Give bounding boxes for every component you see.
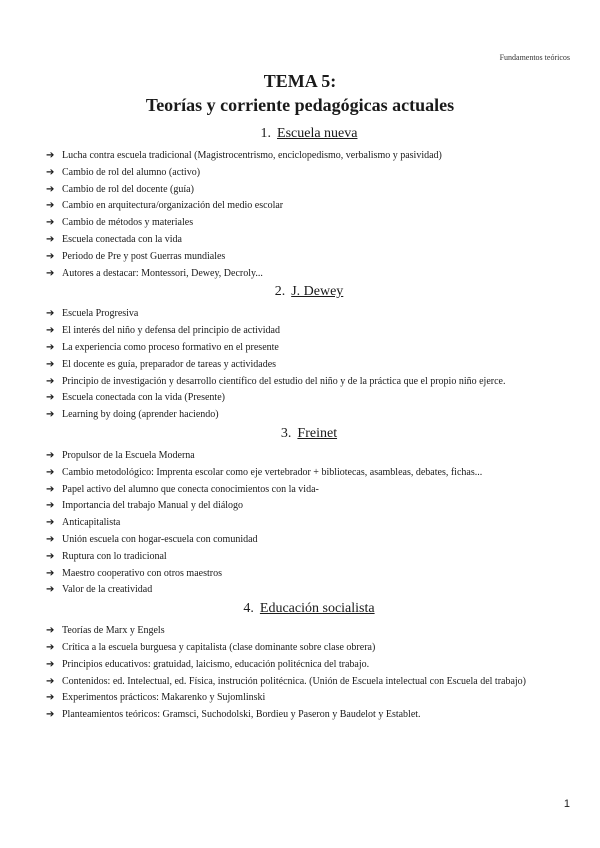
arrow-right-icon: ➔ (46, 709, 55, 721)
arrow-right-icon: ➔ (46, 692, 55, 704)
list-item (46, 707, 572, 724)
list-item-text: Cambio de rol del alumno (activo) (62, 166, 201, 178)
list-item (46, 182, 572, 199)
list-item (46, 690, 572, 707)
list-item-text: Ruptura con lo tradicional (62, 550, 167, 562)
list-item (46, 374, 572, 391)
section-heading (46, 124, 572, 144)
list-item-text: Contenidos: ed. Intelectual, ed. Física, instrución politécnica. (Unión de Escuela intelectual con Escuela del trabajo) (62, 675, 527, 687)
section-name: Educación socialista (259, 601, 375, 617)
list-item (46, 674, 572, 691)
list-item (46, 340, 572, 357)
list-item (46, 232, 572, 249)
list-item (46, 407, 572, 424)
section-name: Escuela nueva (277, 126, 358, 141)
arrow-right-icon: ➔ (46, 375, 55, 387)
list-item (46, 623, 572, 640)
section-number: 1. (260, 126, 272, 141)
arrow-right-icon: ➔ (46, 166, 55, 178)
list-item-text: Escuela conectada con la vida (Presente) (62, 392, 225, 404)
list-item-text: Autores a destacar: Montessori, Dewey, Decroly... (62, 267, 263, 279)
list-item (46, 448, 572, 465)
section-heading (46, 424, 572, 444)
arrow-right-icon: ➔ (46, 325, 55, 337)
list-item-text: Importancia del trabajo Manual y del diálogo (62, 500, 244, 512)
list-item (46, 582, 572, 599)
arrow-right-icon: ➔ (46, 658, 55, 670)
arrow-right-icon: ➔ (46, 584, 55, 596)
section-name: Freinet (297, 425, 338, 441)
arrow-right-icon: ➔ (46, 233, 55, 245)
section-heading (46, 599, 572, 619)
arrow-right-icon: ➔ (46, 358, 55, 370)
list-item (46, 465, 572, 482)
document-body (46, 124, 572, 724)
arrow-right-icon: ➔ (46, 308, 55, 320)
list-item (46, 482, 572, 499)
bullet-list (46, 448, 572, 599)
list-item (46, 498, 572, 515)
list-item-text: Escuela conectada con la vida (62, 233, 182, 245)
list-item (46, 566, 572, 583)
arrow-right-icon: ➔ (46, 517, 55, 529)
list-item (46, 306, 572, 323)
section-number: 3. (280, 425, 292, 441)
section-number: 4. (243, 601, 254, 617)
list-item-text: El docente es guía, preparador de tareas y actividades (62, 358, 277, 370)
arrow-right-icon: ➔ (46, 567, 55, 579)
section-number: 2. (274, 284, 286, 300)
list-item (46, 266, 572, 283)
list-item (46, 249, 572, 266)
arrow-right-icon: ➔ (46, 267, 55, 279)
list-item-text: Cambio metodológico: Imprenta escolar como eje vertebrador + bibliotecas, asambleas, debates, fichas... (62, 466, 483, 478)
list-item-text: Propulsor de la Escuela Moderna (62, 449, 195, 461)
list-item (46, 323, 572, 340)
page-subtitle: Teorías y corriente pedagógicas actuales (145, 95, 455, 115)
bullet-list (46, 623, 572, 724)
list-item-text: Cambio de rol del docente (guía) (62, 183, 194, 195)
list-item-text: Planteamientos teóricos: Gramsci, Suchodolski, Bordieu y Paseron y Baudelot y Establet. (62, 709, 421, 721)
list-item-text: Maestro cooperativo con otros maestros (62, 567, 222, 579)
bullet-list (46, 148, 572, 282)
list-item (46, 515, 572, 532)
list-item-text: Unión escuela con hogar-escuela con comunidad (62, 533, 258, 545)
list-item (46, 640, 572, 657)
arrow-right-icon: ➔ (46, 500, 55, 512)
list-item-text: Experimentos prácticos: Makarenko y Sujomlinski (62, 692, 266, 704)
arrow-right-icon: ➔ (46, 483, 55, 495)
list-item-text: Periodo de Pre y post Guerras mundiales (62, 250, 226, 262)
list-item (46, 532, 572, 549)
running-header: Fundamentos teóricos (499, 53, 570, 62)
list-item (46, 357, 572, 374)
list-item (46, 165, 572, 182)
arrow-right-icon: ➔ (46, 449, 55, 461)
list-item-text: Cambio en arquitectura/organización del medio escolar (62, 200, 284, 212)
list-item-text: Crítica a la escuela burguesa y capitalista (clase dominante sobre clase obrera) (62, 641, 376, 653)
list-item-text: Principios educativos: gratuidad, laicismo, educación politécnica del trabajo. (62, 658, 370, 670)
arrow-right-icon: ➔ (46, 341, 55, 353)
list-item (46, 657, 572, 674)
list-item (46, 215, 572, 232)
arrow-right-icon: ➔ (46, 150, 55, 161)
list-item-text: La experiencia como proceso formativo en el presente (62, 341, 279, 353)
list-item-text: Valor de la creatividad (62, 584, 153, 596)
list-item-text: Teorías de Marx y Engels (62, 625, 165, 637)
section-heading (46, 282, 572, 302)
arrow-right-icon: ➔ (46, 200, 55, 212)
arrow-right-icon: ➔ (46, 409, 55, 421)
arrow-right-icon: ➔ (46, 675, 55, 687)
list-item-text: Anticapitalista (62, 517, 121, 529)
list-item-text: Lucha contra escuela tradicional (Magistrocentrismo, enciclopedismo, verbalismo y pasividad) (62, 150, 442, 161)
arrow-right-icon: ➔ (46, 466, 55, 478)
arrow-right-icon: ➔ (46, 625, 55, 637)
arrow-right-icon: ➔ (46, 250, 55, 262)
arrow-right-icon: ➔ (46, 550, 55, 562)
list-item (46, 148, 572, 165)
list-item-text: Escuela Progresiva (62, 308, 139, 320)
bullet-list (46, 306, 572, 424)
arrow-right-icon: ➔ (46, 533, 55, 545)
list-item (46, 198, 572, 215)
list-item-text: Learning by doing (aprender haciendo) (62, 409, 219, 421)
list-item (46, 549, 572, 566)
arrow-right-icon: ➔ (46, 641, 55, 653)
section-name: J. Dewey (291, 284, 344, 300)
page-title: TEMA 5: (263, 71, 337, 91)
arrow-right-icon: ➔ (46, 217, 55, 229)
arrow-right-icon: ➔ (46, 392, 55, 404)
list-item (46, 390, 572, 407)
arrow-right-icon: ➔ (46, 183, 55, 195)
list-item-text: El interés del niño y defensa del principio de actividad (62, 325, 280, 337)
page-number: 1 (563, 798, 570, 810)
list-item-text: Papel activo del alumno que conecta conocimientos con la vida- (62, 483, 319, 495)
list-item-text: Principio de investigación y desarrollo científico del estudio del niño y de la práctica que el propio niño ejerce. (62, 375, 506, 387)
list-item-text: Cambio de métodos y materiales (62, 217, 194, 229)
